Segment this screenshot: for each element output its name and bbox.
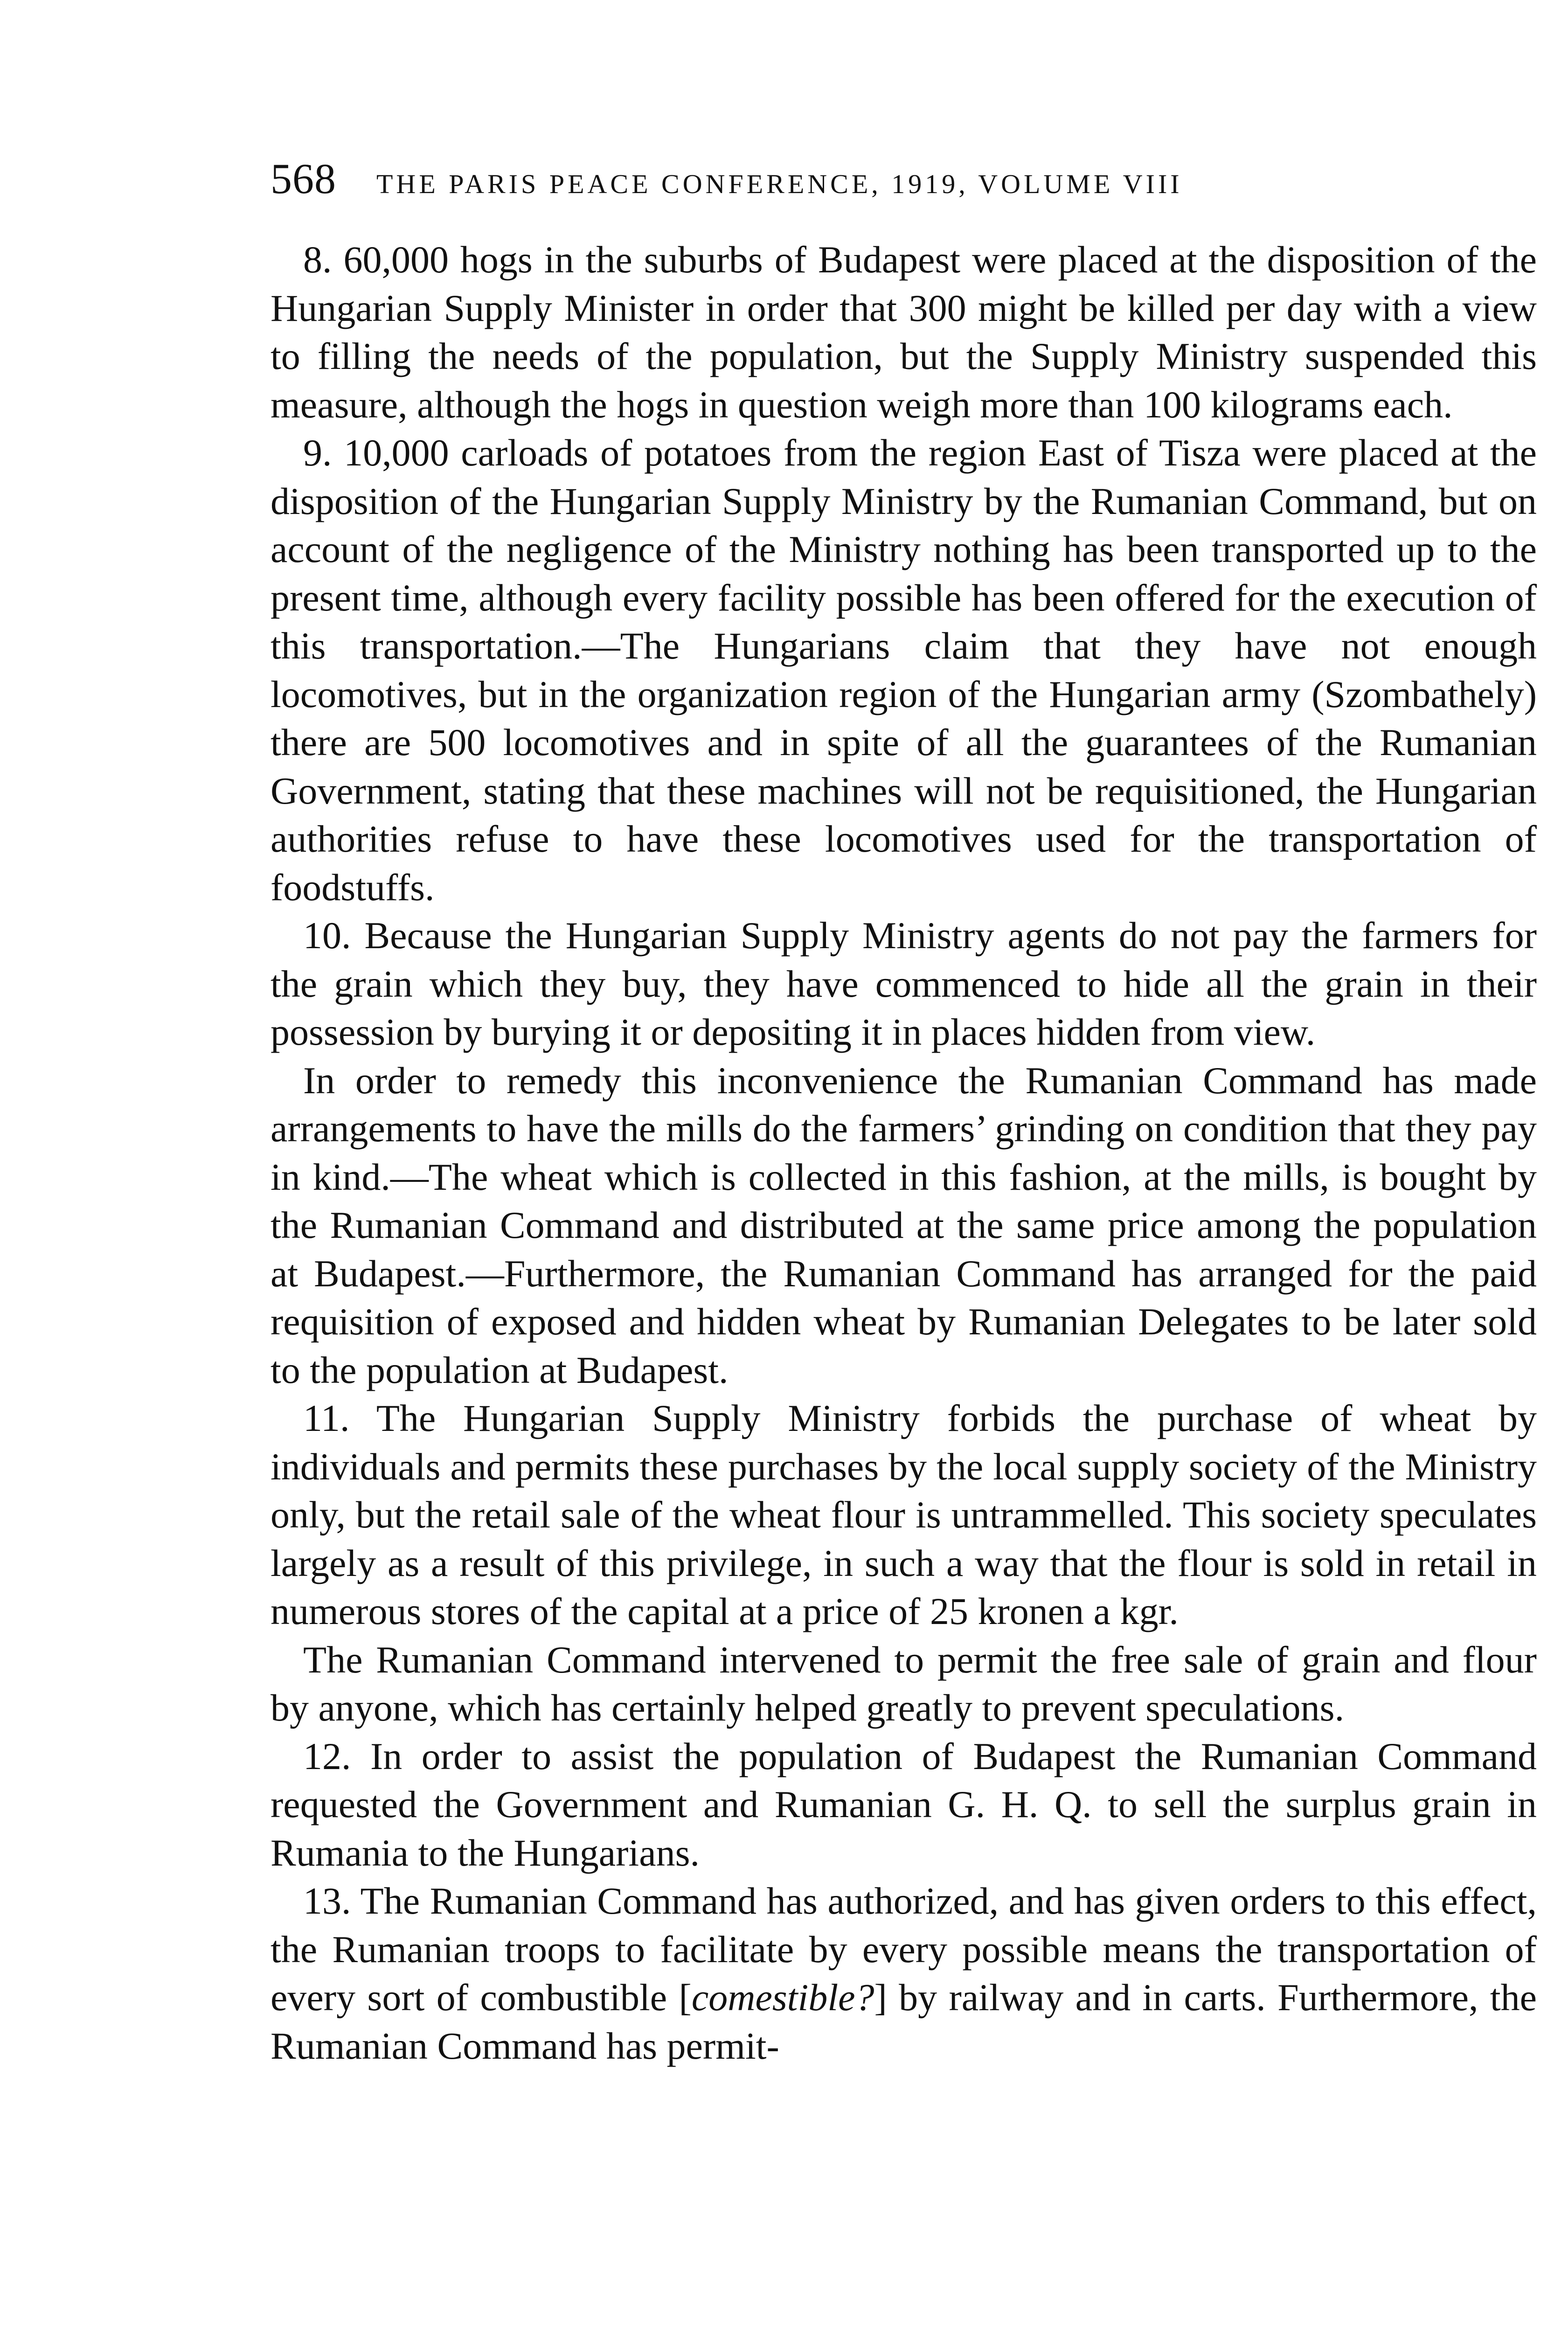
paragraph-13 [271,1877,1537,2070]
paragraph-11: 11. The Hungarian Supply Ministry forbids the purchase of wheat by individuals and permits these purchases by the local supply society of the Ministry only, but the retail sale of the wheat flour is untrammelled. This society speculates largely as a result of this privilege, in such a way that the flour is sold in retail in numerous stores of the capital at a price of 25 kronen a kgr. [271,1397,1537,1632]
paragraph-13-editorial-note: comestible? [691,1976,874,2019]
running-title: THE PARIS PEACE CONFERENCE, 1919, VOLUME VIII [376,169,1183,199]
paragraph-13-text-before: 13. The Rumanian Command has authorized, and has given orders to this effect, the Rumanian troops to facilitate by every possible means the transportation of every sort of combustible [ [271,1880,1537,2019]
paragraph-10-remedy: In order to remedy this inconvenience the Rumanian Command has made arrangements to have the mills do the farmers’ grinding on condition that they pay in kind.—The wheat which is collected in this fashion, at the mills, is bought by the Rumanian Command and distributed at the same price among the population at Budapest.—Furthermore, the Rumanian Command has arranged for the paid requisition of exposed and hidden wheat by Rumanian Delegates to be later sold to the population at Budapest. [271,1059,1537,1391]
body-text [271,236,1537,2070]
paragraph-12: 12. In order to assist the population of Budapest the Rumanian Command requested the Government and Rumanian G. H. Q. to sell the surplus grain in Rumania to the Hungarians. [271,1735,1537,1874]
running-header [271,154,1413,210]
paragraph-13-text-after: ] by railway and in carts. Furthermore, the Rumanian Command has permit- [271,1976,1537,2067]
paragraph-10: 10. Because the Hungarian Supply Ministry agents do not pay the farmers for the grain which they buy, they have commenced to hide all the grain in their possession by burying it or depositing it in places hidden from view. [271,914,1537,1053]
paragraph-11-intervention: The Rumanian Command intervened to permit the free sale of grain and flour by anyone, which has certainly helped greatly to prevent speculations. [271,1638,1537,1729]
page-number: 568 [271,155,336,202]
paragraph-8: 8. 60,000 hogs in the suburbs of Budapest were placed at the disposition of the Hungarian Supply Minister in order that 300 might be killed per day with a view to filling the needs of the population, but the Supply Ministry suspended this measure, although the hogs in question weigh more than 100 kilograms each. [271,238,1537,426]
paragraph-9: 9. 10,000 carloads of potatoes from the region East of Tisza were placed at the disposition of the Hungarian Supply Ministry by the Rumanian Command, but on account of the negligence of the Ministry nothing has been transported up to the present time, although every facility possible has been offered for the execution of this transportation.—The Hungarians claim that they have not enough locomotives, but in the organization region of the Hungarian army (Szombathely) there are 500 locomotives and in spite of all the guarantees of the Rumanian Government, stating that these machines will not be requisitioned, the Hungarian authorities refuse to have these locomotives used for the transportation of foodstuffs. [271,431,1537,909]
